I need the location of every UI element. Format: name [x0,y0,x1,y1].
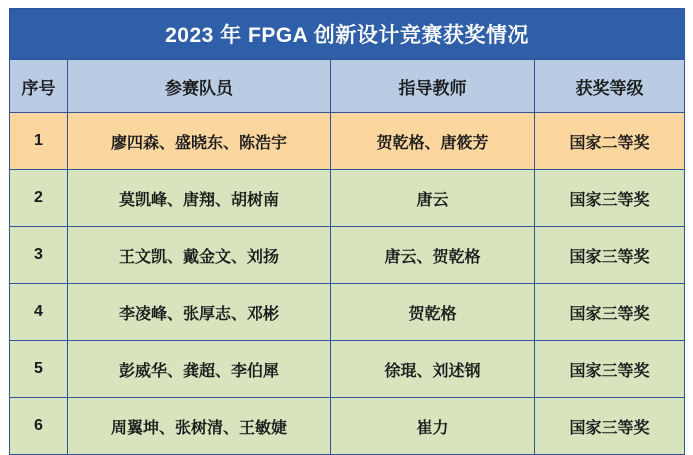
cell-no: 5 [10,341,68,398]
table-header-row [10,60,685,113]
table-title-row [10,9,685,60]
cell-level: 国家二等奖 [535,113,685,170]
cell-no: 1 [10,113,68,170]
cell-members: 李凌峰、张厚志、邓彬 [68,284,331,341]
table-row [10,284,685,341]
cell-teacher: 徐琨、刘述钢 [331,341,535,398]
column-header-level: 获奖等级 [535,60,685,113]
award-table [9,8,685,455]
column-header-teacher: 指导教师 [331,60,535,113]
cell-members: 廖四森、盛晓东、陈浩宇 [68,113,331,170]
cell-level: 国家三等奖 [535,227,685,284]
table-row [10,170,685,227]
cell-level: 国家三等奖 [535,170,685,227]
table-row [10,341,685,398]
cell-level: 国家三等奖 [535,341,685,398]
cell-teacher: 贺乾格 [331,284,535,341]
cell-teacher: 唐云、贺乾格 [331,227,535,284]
table-row [10,398,685,455]
cell-no: 3 [10,227,68,284]
page-title: 2023 年 FPGA 创新设计竞赛获奖情况 [10,9,685,60]
cell-no: 6 [10,398,68,455]
column-header-members: 参赛队员 [68,60,331,113]
cell-teacher: 唐云 [331,170,535,227]
cell-teacher: 贺乾格、唐筱芳 [331,113,535,170]
cell-level: 国家三等奖 [535,284,685,341]
column-header-no: 序号 [10,60,68,113]
table-row [10,113,685,170]
cell-members: 彭威华、龚超、李伯犀 [68,341,331,398]
cell-members: 周翼坤、张树清、王敏婕 [68,398,331,455]
cell-members: 莫凯峰、唐翔、胡树南 [68,170,331,227]
cell-members: 王文凯、戴金文、刘扬 [68,227,331,284]
cell-teacher: 崔力 [331,398,535,455]
cell-no: 2 [10,170,68,227]
cell-level: 国家三等奖 [535,398,685,455]
cell-no: 4 [10,284,68,341]
table-row [10,227,685,284]
